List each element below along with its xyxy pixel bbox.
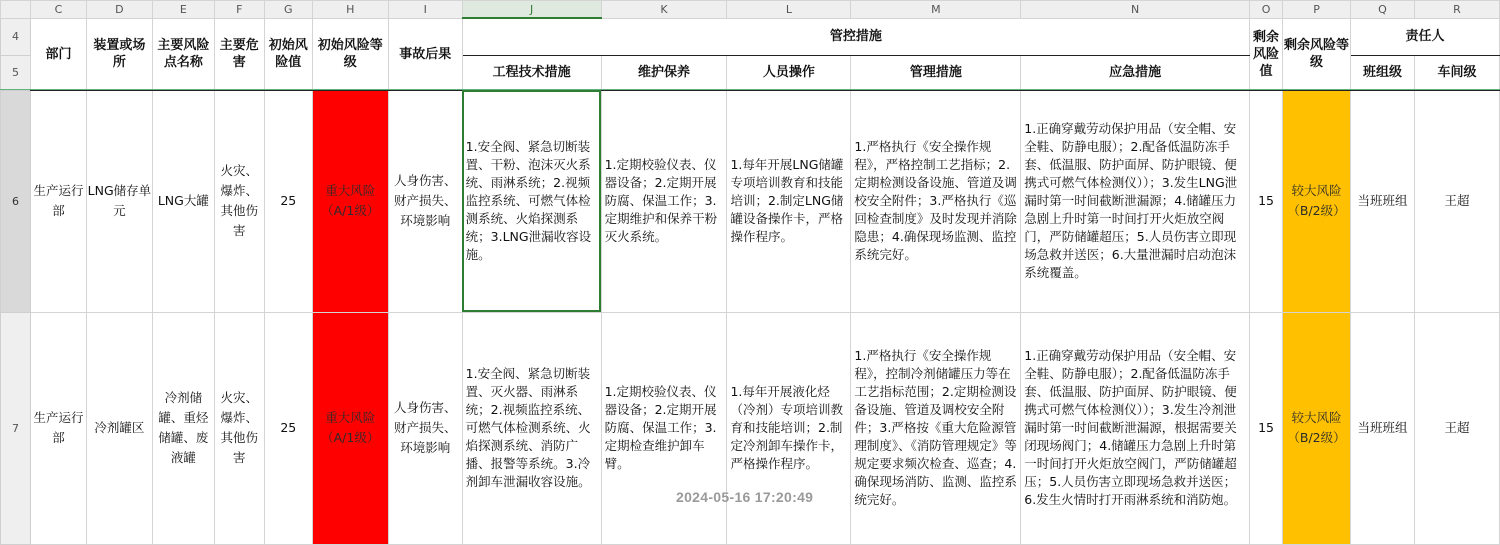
header-row-4	[1, 18, 1500, 55]
cell-hazard[interactable]: 火灾、爆炸、其他伤害	[214, 312, 264, 544]
corner-cell[interactable]	[1, 1, 31, 19]
cell-emergency[interactable]: 1.正确穿戴劳动保护用品（安全帽、安全鞋、防静电服）；2.配备低温防冻手套、低温服、防护面屏、防护眼镜、便携式可燃气体检测仪））；3.发生LNG泄漏时第一时间截断泄漏源；4.储罐压力急剧上升时第一时间打开火炬放空阀门，严防储罐超压；5.人员伤害立即现场急救并送医；6.大量泄漏时启动泡沫系统覆盖。	[1021, 90, 1250, 312]
cell-initial-level[interactable]: 重大风险（A/1级）	[312, 312, 388, 544]
col-header-n[interactable]: N	[1021, 1, 1250, 19]
cell-engineering[interactable]: 1.安全阀、紧急切断装置、灭火器、雨淋系统；2.视频监控系统、可燃气体检测系统、火焰探测系统、消防广播、报警等系统。3.冷剂卸车泄漏收容设施。	[462, 312, 601, 544]
header-hazard[interactable]: 主要危害	[214, 18, 264, 90]
col-header-g[interactable]: G	[264, 1, 312, 19]
header-personnel[interactable]: 人员操作	[727, 55, 851, 90]
timestamp-watermark: 2024-05-16 17:20:49	[676, 489, 814, 505]
col-header-d[interactable]: D	[86, 1, 152, 19]
cell-management[interactable]: 1.严格执行《安全操作规程》，严格控制工艺指标；2.定期检测设备设施、管道及调校安全附件；3.严格执行《巡回检查制度》及时发现并消除隐患；4.确保现场监测、监控系统完好。	[851, 90, 1021, 312]
header-residual-value[interactable]: 剩余风险值	[1250, 18, 1283, 90]
cell-residual-level[interactable]: 较大风险（B/2级）	[1283, 90, 1351, 312]
header-control-measures[interactable]: 管控措施	[462, 18, 1249, 55]
header-team[interactable]: 班组级	[1351, 55, 1415, 90]
col-header-j[interactable]: J	[462, 1, 601, 19]
col-header-k[interactable]: K	[601, 1, 727, 19]
cell-unit[interactable]: LNG储存单元	[86, 90, 152, 312]
header-maintenance[interactable]: 维护保养	[601, 55, 727, 90]
col-header-h[interactable]: H	[312, 1, 388, 19]
cell-workshop[interactable]: 王超	[1414, 312, 1499, 544]
col-header-i[interactable]: I	[388, 1, 462, 19]
cell-workshop[interactable]: 王超	[1414, 90, 1499, 312]
cell-risk-point[interactable]: LNG大罐	[152, 90, 214, 312]
cell-initial-value[interactable]: 25	[264, 312, 312, 544]
header-dept[interactable]: 部门	[30, 18, 86, 90]
cell-consequence[interactable]: 人身伤害、财产损失、环境影响	[388, 312, 462, 544]
header-engineering[interactable]: 工程技术措施	[462, 55, 601, 90]
cell-engineering[interactable]: 1.安全阀、紧急切断装置、干粉、泡沫灭火系统、雨淋系统；2.视频监控系统、可燃气体检测系统、火焰探测系统；3.LNG泄漏收容设施。	[462, 90, 601, 312]
cell-residual-level[interactable]: 较大风险（B/2级）	[1283, 312, 1351, 544]
cell-personnel[interactable]: 1.每年开展液化烃（冷剂）专项培训教育和技能培训；2.制定冷剂卸车操作卡，严格操作程序。	[727, 312, 851, 544]
cell-dept[interactable]: 生产运行部	[30, 90, 86, 312]
cell-maintenance[interactable]: 1.定期校验仪表、仪器设备；2.定期开展防腐、保温工作；3.定期维护和保养干粉灭火系统。	[601, 90, 727, 312]
cell-personnel[interactable]: 1.每年开展LNG储罐专项培训教育和技能培训；2.制定LNG储罐设备操作卡，严格操作程序。	[727, 90, 851, 312]
cell-emergency[interactable]: 1.正确穿戴劳动保护用品（安全帽、安全鞋、防静电服）；2.配备低温防冻手套、低温服、防护面屏、防护眼镜、便携式可燃气体检测仪））；3.发生冷剂泄漏时第一时间截断泄漏源，根据需要关闭现场阀门；4.储罐压力急剧上升时第一时间打开火炬放空阀门，严防储罐超压；5.人员伤害立即现场急救并送医；6.发生火情时打开雨淋系统和消防炮。	[1021, 312, 1250, 544]
table-row	[1, 312, 1500, 544]
header-emergency[interactable]: 应急措施	[1021, 55, 1250, 90]
cell-risk-point[interactable]: 冷剂储罐、重烃储罐、废液罐	[152, 312, 214, 544]
header-initial-value[interactable]: 初始风险值	[264, 18, 312, 90]
header-responsible[interactable]: 责任人	[1351, 18, 1500, 55]
cell-maintenance[interactable]: 1.定期校验仪表、仪器设备；2.定期开展防腐、保温工作；3.定期检查维护卸车臂。	[601, 312, 727, 544]
header-residual-level[interactable]: 剩余风险等级	[1283, 18, 1351, 90]
cell-unit[interactable]: 冷剂罐区	[86, 312, 152, 544]
cell-initial-level[interactable]: 重大风险（A/1级）	[312, 90, 388, 312]
table-row	[1, 90, 1500, 312]
cell-team[interactable]: 当班班组	[1351, 90, 1415, 312]
cell-dept[interactable]: 生产运行部	[30, 312, 86, 544]
row-number-4[interactable]: 4	[1, 18, 31, 55]
cell-consequence[interactable]: 人身伤害、财产损失、环境影响	[388, 90, 462, 312]
col-header-p[interactable]: P	[1283, 1, 1351, 19]
col-header-o[interactable]: O	[1250, 1, 1283, 19]
col-header-m[interactable]: M	[851, 1, 1021, 19]
cell-residual-value[interactable]: 15	[1250, 90, 1283, 312]
col-header-r[interactable]: R	[1414, 1, 1499, 19]
col-header-q[interactable]: Q	[1351, 1, 1415, 19]
cell-management[interactable]: 1.严格执行《安全操作规程》，控制冷剂储罐压力等在工艺指标范围；2.定期检测设备设施、管道及调校安全附件；3.严格按《重大危险源管理制度》、《消防管理规定》等规定要求频次检查、巡查；4.确保现场消防、监测、监控系统完好。	[851, 312, 1021, 544]
header-management[interactable]: 管理措施	[851, 55, 1021, 90]
row-number-6[interactable]: 6	[1, 90, 31, 312]
col-header-f[interactable]: F	[214, 1, 264, 19]
cell-residual-value[interactable]: 15	[1250, 312, 1283, 544]
cell-initial-value[interactable]: 25	[264, 90, 312, 312]
header-risk-point[interactable]: 主要风险点名称	[152, 18, 214, 90]
row-number-7[interactable]: 7	[1, 312, 31, 544]
header-unit[interactable]: 装置或场所	[86, 18, 152, 90]
freeze-pane-line	[0, 89, 1500, 90]
col-header-l[interactable]: L	[727, 1, 851, 19]
header-consequence[interactable]: 事故后果	[388, 18, 462, 90]
row-number-5[interactable]: 5	[1, 55, 31, 90]
col-header-c[interactable]: C	[30, 1, 86, 19]
cell-team[interactable]: 当班班组	[1351, 312, 1415, 544]
header-initial-level[interactable]: 初始风险等级	[312, 18, 388, 90]
cell-hazard[interactable]: 火灾、爆炸、其他伤害	[214, 90, 264, 312]
column-header-row	[1, 1, 1500, 19]
col-header-e[interactable]: E	[152, 1, 214, 19]
header-workshop[interactable]: 车间级	[1414, 55, 1499, 90]
